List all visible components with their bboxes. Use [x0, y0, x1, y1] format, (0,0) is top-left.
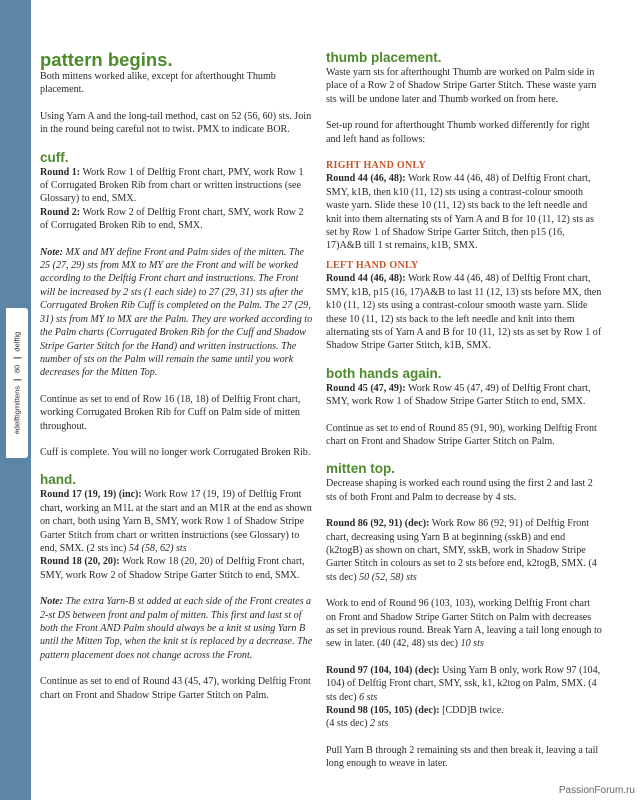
- stitch-count: 2 sts: [370, 718, 389, 730]
- round-label: Round 2:: [40, 206, 81, 218]
- mitten-top-finish: Pull Yarn B through 2 remaining sts and then break it, leaving a tail long enough to weave in later.: [326, 744, 599, 770]
- round-label: Round 98 (105, 105) (dec):: [326, 705, 440, 717]
- round-label: Round 86 (92, 91) (dec):: [326, 518, 430, 530]
- thumb-intro: Waste yarn sts for afterthought Thumb are worked on Palm side in place of a Row 2 of Shadow Stripe Garter Stitch. These waste yarn sts will be undone later and Thumb worked on from here.: [326, 67, 597, 105]
- sidebar-hashtag: #delftigmittens: [12, 386, 22, 435]
- mitten-top-heading: mitten top.: [326, 461, 395, 477]
- cuff-round-2: Round 2: Work Row 2 of Delftig Front chart, SMY, work Row 2 of Corrugated Broken Rib to end, SMX.: [40, 206, 304, 232]
- cuff-continue: Continue as set to end of Row 16 (18, 18) of Delftig Front chart, working Corrugated Broken Rib for Cuff on Palm side of mitten throughout.: [40, 393, 301, 432]
- pattern-intro: Both mittens worked alike, except for afterthought Thumb placement.: [40, 71, 276, 96]
- stitch-count: 6 sts: [359, 691, 378, 703]
- mitten-top-round-98: Round 98 (105, 105) (dec): [CDD]B twice. (4 sts dec) 2 sts: [326, 705, 504, 730]
- stitch-count: 10 sts: [460, 638, 484, 650]
- hand-round-17: Round 17 (19, 19) (inc): Work Row 17 (19, 19) of Delftig Front chart, working an M1L at the start and an M1R at the end as shown on chart, both using Yarn B, SMY, work Row 1 of Shadow Stripe Garter Stitch from chart or written instructions (see Glossary) to end, SMX. (2 sts inc) 54 (58, 62) sts: [40, 489, 312, 554]
- sidebar-divider: [14, 379, 22, 380]
- both-hands-continue: Continue as set to end of Round 85 (91, 90), working Delftig Front chart on Front and Shadow Stripe Garter Stitch on Palm.: [326, 422, 597, 447]
- left-column: [40, 50, 313, 702]
- cuff-note: Note: MX and MY define Front and Palm sides of the mitten. The 25 (27, 29) sts from MX to MY are the Front and will be worked according to the Delftig Front chart and instructions. The Front will be increased by 2 sts (1 each side) to 27 (29, 31) sts after the Corrugated Broken Rib Cuff is completed on the Palm. The 27 (29, 31) sts from MY to MX are the Palm. They are worked according to the Palm charts (Corrugated Broken Rib for the Cuff and Shadow Stripe Garter Stitch for the Hand) and written instructions. The number of sts on the Palm will remain the same until you work decreases for the Mitten Top.: [40, 246, 313, 379]
- mitten-top-round-86: Round 86 (92, 91) (dec): Work Row 86 (92, 91) of Delftig Front chart, decreasing using Yarn B at beginning (sskB) and end (k2togB) as shown on chart, SMY, sskB, work in Shadow Stripe Garter Stitch in colours as set to 2 sts before end, k2togB, SMX. (4 sts dec) 50 (52, 58) sts: [326, 518, 597, 583]
- round-label: Round 44 (46, 48):: [326, 173, 406, 185]
- hand-round-18: Round 18 (20, 20): Work Row 18 (20, 20) of Delftig Front chart, SMY, work Row 2 of Shadow Stripe Garter Stitch to end, SMX.: [40, 556, 305, 581]
- left-hand-heading: LEFT HAND ONLY: [326, 259, 419, 271]
- note-label: Note:: [40, 596, 63, 608]
- stitch-count: 50 (52, 58) sts: [359, 571, 417, 583]
- hand-continue: Continue as set to end of Round 43 (45, 47), working Delftig Front chart on Front and Shadow Stripe Garter Stitch on Palm.: [40, 676, 311, 701]
- page-number: 80: [12, 364, 22, 373]
- watermark: PassionForum.ru: [558, 785, 635, 796]
- cast-on-instructions: Using Yarn A and the long-tail method, cast on 52 (56, 60) sts. Join in the round being careful not to twist. PMX to indicate BOR.: [40, 110, 312, 136]
- round-label: Round 45 (47, 49):: [326, 382, 406, 394]
- both-hands-round-45: Round 45 (47, 49): Work Row 45 (47, 49) of Delftig Front chart, SMY, work Row 1 of Shadow Stripe Garter Stitch to end, SMX.: [326, 382, 591, 408]
- sidebar-label: [6, 308, 28, 458]
- mitten-top-intro: Decrease shaping is worked each round using the first 2 and last 2 sts of both Front and Palm to decrease by 4 sts.: [326, 478, 593, 503]
- round-label: Round 1:: [40, 166, 81, 178]
- round-label: Round 44 (46, 48):: [326, 273, 406, 285]
- left-hand-round-44: Round 44 (46, 48): Work Row 44 (46, 48) of Delftig Front chart, SMY, k1B, p15 (16, 17)A&B to last 11 (12, 13) sts before MX, then k10 (11, 12) sts using a contrast-colour smooth waste yarn. Slide these 10 (11, 12) sts back to the left needle and knit into them alternating sts of Yarn A and B for 10 (11, 12) sts as set by Row 1 of Shadow Stripe Garter Stitch, k1B, SMX.: [326, 273, 602, 352]
- mitten-top-round-97: Round 97 (104, 104) (dec): Using Yarn B only, work Row 97 (104, 104) of Delftig Front chart, SMY, ssk, k1, k2tog on Palm, SMX. (4 sts dec) 6 sts: [326, 664, 601, 703]
- mitten-top-round-96: Work to end of Round 96 (103, 103), working Delftig Front chart on Front and Shadow Stripe Garter Stitch on Palm with decreases as set in previous round. Break Yarn A, leaving a tail long enough to sew in later. (40 (42, 48) sts dec) 10 sts: [326, 598, 602, 650]
- right-hand-heading: RIGHT HAND ONLY: [326, 160, 427, 172]
- round-label: Round 97 (104, 104) (dec):: [326, 664, 440, 676]
- hand-heading: hand.: [40, 472, 76, 488]
- sidebar-section: delftig: [12, 331, 22, 352]
- cuff-round-1: Round 1: Work Row 1 of Delftig Front chart, PMY, work Row 1 of Corrugated Broken Rib from chart or written instructions (see Glossary) to end, SMX.: [40, 166, 304, 205]
- thumb-setup: Set-up round for afterthought Thumb worked differently for right and left hand as follows:: [326, 120, 590, 145]
- right-hand-round-44: Round 44 (46, 48): Work Row 44 (46, 48) of Delftig Front chart, SMY, k1B, then k10 (11, 12) sts using a contrast-colour smooth waste yarn. Slide these 10 (11, 12) sts back to the left needle and knit into them alternating sts of Yarn A and B for 10 (11, 12) sts as set by Row 1 of Shadow Stripe Garter Stitch, then p15 (16, 17)A&B till 1 st remains, k1B, SMX.: [326, 173, 594, 252]
- right-column: [326, 50, 602, 771]
- round-label: Round 17 (19, 19) (inc):: [40, 489, 142, 501]
- thumb-placement-heading: thumb placement.: [326, 50, 442, 65]
- cuff-heading: cuff.: [40, 149, 69, 165]
- hand-note: Note: The extra Yarn-B st added at each side of the Front creates a 2-st DS between front and palm of mitten. This first and last st of both the Front AND Palm should always be a knit st using Yarn B until the Mitten Top, when the knit st is replaced by a decrease. The pattern placement does not change across the Front.: [40, 596, 313, 661]
- round-label: Round 18 (20, 20):: [40, 556, 120, 568]
- sidebar-divider: [14, 358, 22, 359]
- both-hands-heading: both hands again.: [326, 365, 442, 381]
- cuff-complete: Cuff is complete. You will no longer work Corrugated Broken Rib.: [40, 446, 311, 458]
- pattern-begins-heading: pattern begins.: [40, 49, 173, 70]
- stitch-count: 54 (58, 62) sts: [128, 542, 187, 554]
- note-label: Note:: [40, 246, 63, 258]
